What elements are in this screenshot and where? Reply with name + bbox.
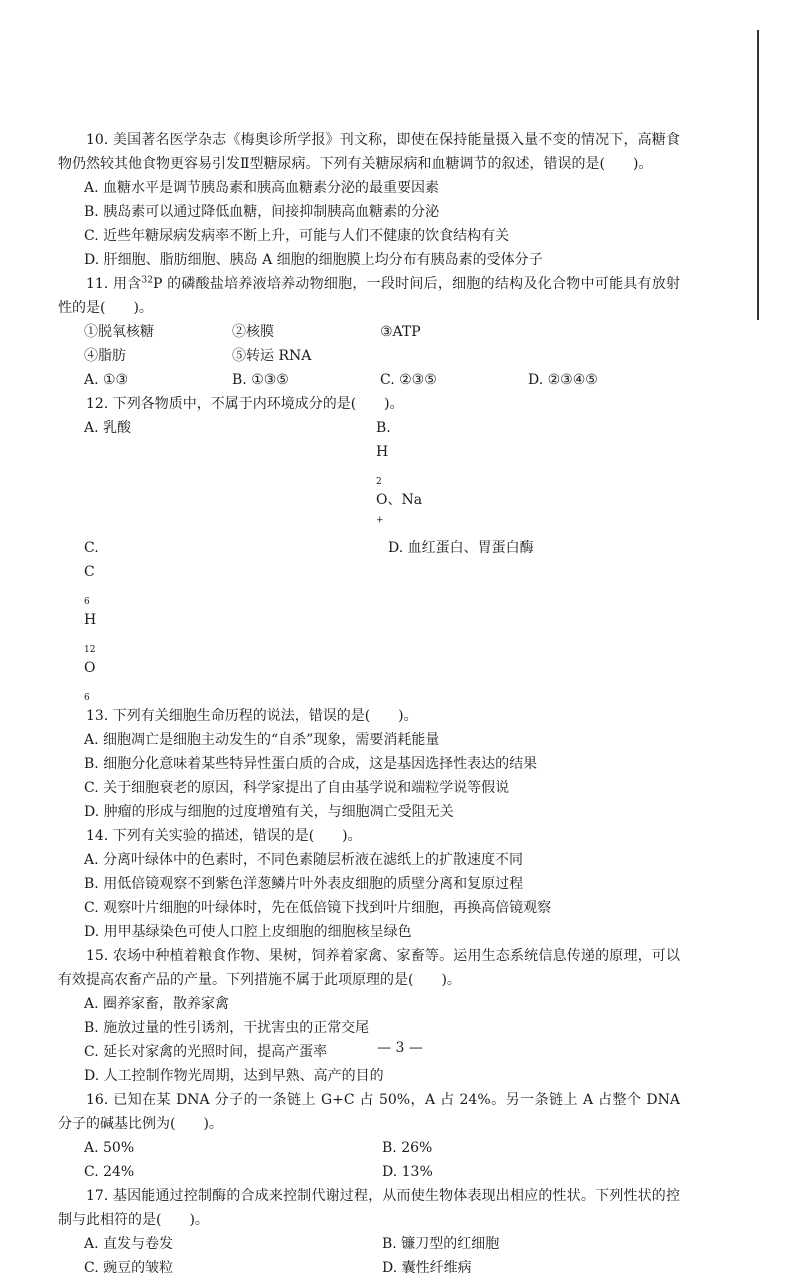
page-number: — 3 — [377, 1040, 423, 1056]
question-17-option-a: A. 直发与卷发 [84, 1236, 174, 1252]
question-14-stem: 14. 下列有关实验的描述，错误的是( )。 [86, 828, 362, 844]
question-11-option-d: D. ②③④⑤ [528, 372, 598, 388]
question-14-option-c: C. 观察叶片细胞的叶绿体时，先在低倍镜下找到叶片细胞，再换高倍镜观察 [84, 900, 552, 916]
question-11-items-row-2 [58, 344, 680, 368]
question-12-option-a: A. 乳酸 [84, 420, 132, 436]
question-11-option-c: C. ②③⑤ [380, 372, 437, 388]
question-11-item-4: ④脂肪 [84, 348, 126, 364]
question-10 [58, 128, 680, 272]
question-15 [58, 944, 680, 1088]
question-14-option-d: D. 用甲基绿染色可使人口腔上皮细胞的细胞核呈绿色 [84, 924, 412, 940]
question-17-option-d: D. 囊性纤维病 [382, 1260, 472, 1276]
question-12-option-d: D. 血红蛋白、胃蛋白酶 [388, 540, 534, 556]
question-12-option-b [376, 416, 680, 536]
question-14-option-b: B. 用低倍镜观察不到紫色洋葱鳞片叶外表皮细胞的质壁分离和复原过程 [84, 876, 524, 892]
question-13-option-d: D. 肿瘤的形成与细胞的过度增殖有关，与细胞凋亡受阻无关 [84, 804, 454, 820]
question-11-options [58, 368, 680, 392]
question-11-stem-part: P 的磷酸盐培养液培养动物细胞，一段时间后，细胞的结构及化合物中可能具有放射性的是( )。 [58, 276, 680, 316]
formula-subscript: 6 [84, 692, 90, 703]
formula-subscript: 2 [376, 476, 382, 487]
question-11-item-1: ①脱氧核糖 [84, 324, 154, 340]
isotope-superscript: 32 [141, 275, 153, 286]
question-11-item-3: ③ATP [380, 324, 421, 340]
formula-part: C [84, 564, 95, 580]
question-14 [58, 824, 680, 944]
question-15-option-a: A. 圈养家畜，散养家禽 [84, 996, 230, 1012]
formula-part: O [84, 660, 96, 676]
question-17-stem: 17. 基因能通过控制酶的合成来控制代谢过程，从而使生物体表现出相应的性状。下列性状的控制与此相符的是( )。 [58, 1188, 680, 1228]
question-16-stem: 16. 已知在某 DNA 分子的一条链上 G+C 占 50%，A 占 24%。另一条链上 A 占整个 DNA 分子的碱基比例为( )。 [58, 1092, 680, 1132]
formula-part: H [84, 612, 97, 628]
option-label: B. [376, 420, 391, 436]
question-15-stem: 15. 农场中种植着粮食作物、果树，饲养着家禽、家畜等。运用生态系统信息传递的原理，可以有效提高农畜产品的产量。下列措施不属于此项原理的是( )。 [58, 948, 680, 988]
question-10-option-a: A. 血糖水平是调节胰岛素和胰高血糖素分泌的最重要因素 [84, 180, 440, 196]
question-14-option-a: A. 分离叶绿体中的色素时，不同色素随层析液在滤纸上的扩散速度不同 [84, 852, 524, 868]
question-11-items-row-1 [58, 320, 680, 344]
question-16-options-row-2 [58, 1160, 680, 1184]
question-12-options-row-2 [58, 536, 680, 704]
question-16-option-d: D. 13% [382, 1164, 433, 1180]
question-13 [58, 704, 680, 824]
question-13-option-a: A. 细胞凋亡是细胞主动发生的“自杀”现象，需要消耗能量 [84, 732, 440, 748]
question-10-option-b: B. 胰岛素可以通过降低血糖，间接抑制胰高血糖素的分泌 [84, 204, 440, 220]
question-17-options-row-1 [58, 1232, 680, 1256]
formula-part: H [376, 444, 389, 460]
question-11-option-a: A. ①③ [84, 372, 129, 388]
question-11-item-5: ⑤转运 RNA [232, 348, 312, 364]
question-12 [58, 392, 680, 704]
question-11-stem [58, 272, 680, 320]
formula-part: O、Na [376, 492, 423, 508]
question-10-option-d: D. 肝细胞、脂肪细胞、胰岛 A 细胞的细胞膜上均分布有胰岛素的受体分子 [84, 252, 543, 268]
question-11-option-b: B. ①③⑤ [232, 372, 289, 388]
question-17-option-b: B. 镰刀型的红细胞 [382, 1236, 500, 1252]
question-16-option-a: A. 50% [84, 1140, 135, 1156]
question-13-option-b: B. 细胞分化意味着某些特异性蛋白质的合成，这是基因选择性表达的结果 [84, 756, 538, 772]
question-16 [58, 1088, 680, 1184]
option-label: C. [84, 540, 99, 556]
question-12-options-row-1 [58, 416, 680, 536]
question-10-option-c: C. 近些年糖尿病发病率不断上升，可能与人们不健康的饮食结构有关 [84, 228, 510, 244]
question-16-options-row-1 [58, 1136, 680, 1160]
formula-subscript: 12 [84, 644, 96, 655]
question-11 [58, 272, 680, 392]
formula-superscript: + [376, 515, 384, 526]
question-12-stem: 12. 下列各物质中，不属于内环境成分的是( )。 [86, 396, 404, 412]
formula-subscript: 6 [84, 596, 90, 607]
question-15-option-d: D. 人工控制作物光周期，达到早熟、高产的目的 [84, 1068, 384, 1084]
question-15-option-c: C. 延长对家禽的光照时间，提高产蛋率 [84, 1044, 328, 1060]
question-10-stem: 10. 美国著名医学杂志《梅奥诊所学报》刊文称，即使在保持能量摄入量不变的情况下，高糖食物仍然较其他食物更容易引发Ⅱ型糖尿病。下列有关糖尿病和血糖调节的叙述，错误的是( )。 [58, 132, 680, 172]
question-17-options-row-2 [58, 1256, 680, 1280]
question-15-option-b: B. 施放过量的性引诱剂，干扰害虫的正常交尾 [84, 1020, 370, 1036]
question-16-option-b: B. 26% [382, 1140, 433, 1156]
question-13-option-c: C. 关于细胞衰老的原因，科学家提出了自由基学说和端粒学说等假说 [84, 780, 510, 796]
question-list [58, 128, 680, 1280]
page-edge-line [757, 30, 759, 320]
question-13-stem: 13. 下列有关细胞生命历程的说法，错误的是( )。 [86, 708, 418, 724]
question-11-item-2: ②核膜 [232, 324, 274, 340]
question-11-stem-part: 11. 用含 [86, 276, 142, 292]
question-16-option-c: C. 24% [84, 1164, 135, 1180]
question-17-option-c: C. 豌豆的皱粒 [84, 1260, 174, 1276]
question-17 [58, 1184, 680, 1280]
question-12-option-c [84, 536, 388, 704]
